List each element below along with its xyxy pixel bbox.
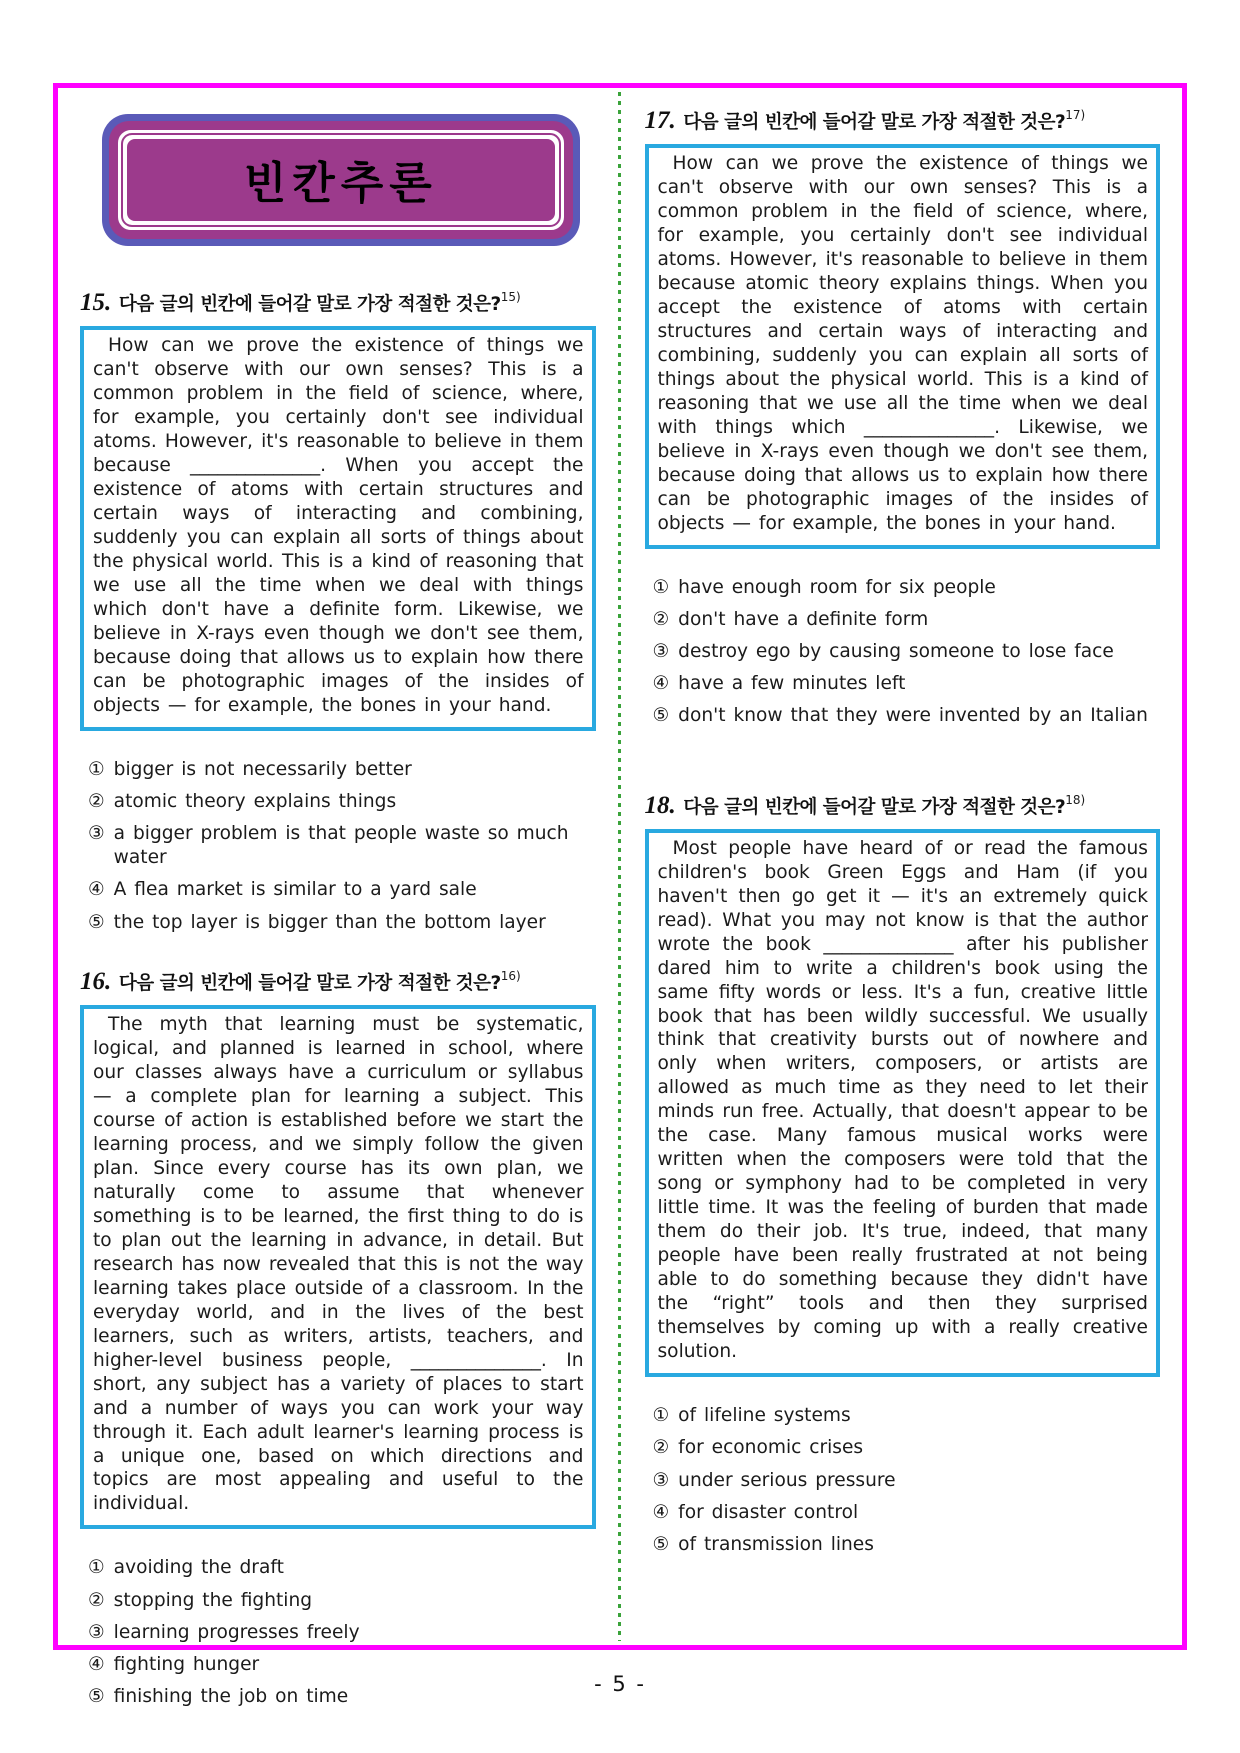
option-text: of transmission lines: [678, 1533, 874, 1555]
option-item: [88, 1621, 596, 1645]
options-list: [653, 1404, 1161, 1557]
question-number: 15.: [80, 289, 112, 316]
passage-box: [80, 326, 596, 731]
question-15-header: [80, 288, 596, 317]
option-item: [88, 911, 596, 935]
question-number: 18.: [644, 791, 676, 819]
option-marker: ②: [652, 608, 670, 630]
option-marker: ③: [652, 1469, 670, 1491]
option-text: have a few minutes left: [678, 673, 906, 695]
option-marker: ④: [88, 879, 105, 901]
passage-text: Most people have heard of or read the famous children's book Green Eggs and Ham (if you haven't then go get it — it's an extremely quick read). What you may not know is that the author wrote the book ______________ after his publisher dared him to write a children's book using the same fifty words or less. It's a fun, creative little book that has been wildly successful. We usually think that creativity bursts out of nowhere and only when writers, composers, or artists are allowed as much time as they need to let their minds run free. Actually, that doesn't appear to be the case. Many famous musical works were written when the composers were told that the song or symphony had to be completed in very little time. It was the feeling of burden that made them do their job. It's true, indeed, that many people have been really frustrated at not being able to do something because they didn't have the “right” tools and then they surprised themselves by coming up with a really creative solution.: [657, 837, 1148, 1363]
section-title: 빈칸추론: [243, 158, 438, 209]
option-text: stopping the fighting: [113, 1589, 313, 1611]
option-text: the top layer is bigger than the bottom layer: [113, 911, 546, 933]
option-marker: ①: [652, 576, 670, 598]
question-15: [80, 288, 596, 935]
page-number: - 5 -: [594, 1672, 646, 1696]
page-border: [53, 83, 1187, 1708]
section-title-banner: [102, 114, 580, 246]
question-footnote: 15): [500, 290, 521, 304]
question-16-header: [80, 967, 596, 996]
question-prompt: 다음 글의 빈칸에 들어갈 말로 가장 적절한 것은?: [683, 112, 1066, 133]
options-list: [653, 576, 1161, 729]
option-marker: ②: [88, 1589, 105, 1611]
question-16: [80, 967, 596, 1710]
option-marker: ④: [652, 1501, 670, 1523]
option-marker: ⑤: [88, 1686, 105, 1708]
option-item: [653, 1533, 1161, 1557]
option-text: a bigger problem is that people waste so much water: [113, 823, 569, 869]
passage-box: [80, 1005, 596, 1530]
option-text: atomic theory explains things: [113, 790, 397, 812]
option-text: bigger is not necessarily better: [113, 758, 412, 780]
right-column: [621, 88, 1183, 1645]
option-marker: ②: [88, 790, 105, 812]
option-item: [653, 1501, 1161, 1525]
question-17-header: [645, 106, 1161, 135]
option-text: finishing the job on time: [113, 1686, 349, 1708]
banner-ring-white-outer: [116, 128, 566, 232]
option-item: [653, 1436, 1161, 1460]
options-list: [88, 758, 596, 935]
option-text: destroy ego by causing someone to lose face: [678, 641, 1114, 663]
passage-box: [645, 144, 1161, 549]
passage-box: [645, 829, 1161, 1378]
option-text: for economic crises: [678, 1437, 864, 1459]
option-item: [653, 640, 1161, 664]
banner-core: [127, 139, 555, 221]
option-text: don't have a definite form: [678, 608, 929, 630]
question-prompt: 다음 글의 빈칸에 들어갈 말로 가장 적절한 것은?: [118, 294, 501, 315]
passage-text: How can we prove the existence of things we can't observe with our own senses? This is a common problem in the field of science, where, for example, you certainly don't see individual atoms. However, it's reasonable to believe in them because atomic theory explains things. When you accept the existence of atoms with certain structures and certain ways of interacting and combining, suddenly you can explain all sorts of things about the physical world. This is a kind of reasoning that we use all the time when we deal with things which ______________. Likewise, we believe in X-rays even though we don't see them, because doing that allows us to explain how there can be photographic images of the insides of objects — for example, the bones in your hand.: [657, 153, 1148, 534]
left-column: [58, 88, 618, 1708]
option-text: don't know that they were invented by an Italian: [678, 705, 1148, 727]
option-item: [88, 1589, 596, 1613]
option-item: [653, 1469, 1161, 1493]
option-marker: ④: [88, 1653, 105, 1675]
question-footnote: 18): [1065, 792, 1086, 807]
option-marker: ⑤: [652, 1533, 670, 1555]
banner-ring-white-inner: [121, 133, 561, 227]
passage-text: How can we prove the existence of things we can't observe with our own senses? This is a common problem in the field of science, where, for example, you certainly don't see individual atoms. However, it's reasonable to believe in them because ______________. When you accept the existence of atoms with certain structures and certain ways of interacting and combining, suddenly you can explain all sorts of things about the physical world. This is a kind of reasoning that we use all the time when we deal with things which don't have a definite form. Likewise, we believe in X-rays even though we don't see them, because doing that allows us to explain how there can be photographic images of the insides of objects — for example, the bones in your hand.: [93, 335, 584, 716]
option-text: avoiding the draft: [113, 1557, 284, 1579]
option-item: [653, 704, 1161, 728]
option-text: for disaster control: [678, 1501, 859, 1523]
question-17: [645, 106, 1161, 729]
option-item: [88, 790, 596, 814]
option-marker: ⑤: [88, 911, 105, 933]
question-18-header: [645, 791, 1161, 820]
option-item: [88, 878, 596, 902]
passage-text: The myth that learning must be systematic, logical, and planned is learned in school, where our classes always have a curriculum or syllabus — a complete plan for learning a subject. This course of action is established before we start the learning process, and we simply follow the given plan. Since every course has its own plan, we naturally come to assume that whenever something is to be learned, the first thing to do is to plan out the learning in advance, in detail. But research has now revealed that this is not the way learning takes place outside of a classroom. In the everyday world, and in the lives of the best learners, such as writers, artists, teachers, and higher-level business people, ______________. In short, any subject has a variety of places to start and a number of ways you can work your way through it. Each adult learner's learning process is a unique one, based on which directions and topics are most appealing and useful to the individual.: [93, 1013, 584, 1515]
option-marker: ③: [652, 641, 670, 663]
option-text: have enough room for six people: [678, 576, 996, 598]
option-item: [653, 1404, 1161, 1428]
question-18: [645, 791, 1161, 1558]
option-marker: ③: [88, 1621, 105, 1643]
option-item: [653, 608, 1161, 632]
option-item: [88, 758, 596, 782]
option-item: [653, 576, 1161, 600]
option-text: learning progresses freely: [113, 1621, 360, 1643]
option-item: [88, 822, 596, 870]
option-marker: ④: [652, 673, 670, 695]
option-marker: ⑤: [652, 705, 670, 727]
question-number: 16.: [80, 967, 112, 995]
question-prompt: 다음 글의 빈칸에 들어갈 말로 가장 적절한 것은?: [118, 972, 501, 994]
question-number: 17.: [644, 107, 676, 134]
option-marker: ①: [88, 1557, 105, 1579]
option-item: [88, 1556, 596, 1580]
question-footnote: 16): [500, 968, 521, 983]
question-footnote: 17): [1065, 108, 1086, 122]
option-marker: ③: [88, 823, 105, 845]
option-marker: ②: [652, 1437, 670, 1459]
question-prompt: 다음 글의 빈칸에 들어갈 말로 가장 적절한 것은?: [683, 796, 1066, 818]
option-text: under serious pressure: [678, 1469, 896, 1491]
option-text: A flea market is similar to a yard sale: [113, 879, 477, 901]
option-marker: ①: [652, 1405, 670, 1427]
banner-ring-purple: [109, 121, 573, 239]
option-text: fighting hunger: [113, 1653, 260, 1675]
option-item: [653, 672, 1161, 696]
option-marker: ①: [88, 758, 105, 780]
option-text: of lifeline systems: [678, 1405, 851, 1427]
